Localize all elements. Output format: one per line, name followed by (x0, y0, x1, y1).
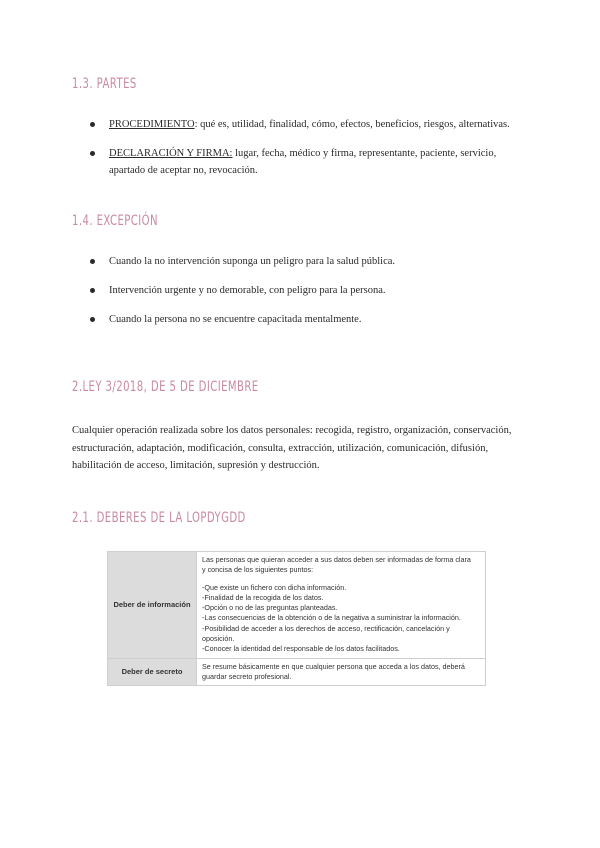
item-text: Cuando la no intervención suponga un peligro para la salud pública. (109, 256, 396, 267)
table-row (108, 659, 485, 686)
section-heading-excepcion: 1.4. EXCEPCIÓN (72, 213, 159, 229)
row-label: Deber de secreto (108, 659, 197, 686)
item-text: Intervención urgente y no demorable, con peligro para la persona. (109, 285, 386, 296)
item-text: : qué es, utilidad, finalidad, cómo, efectos, beneficios, riesgos, alternativas. (194, 119, 510, 130)
bullet-icon (90, 151, 95, 156)
item-label: DECLARACIÓN Y FIRMA: (109, 148, 233, 159)
ley-paragraph: Cualquier operación realizada sobre los datos personales: recogida, registro, organización, conservación, estructuración, adaptación, modificación, consulta, extracción, utilización, comunicación, difusión, habilitación de acceso, limitación, supresión y destrucción. (72, 425, 512, 471)
row-content: Las personas que quieran acceder a sus datos deben ser informadas de forma clara y concisa de los siguientes puntos: -Que existe un fichero con dicha información. -Finalidad de la recogida de los datos. -Opción o no de las preguntas planteadas. -Las consecuencias de la obtención o de la negativa a suministrar la información. -Posibilidad de acceder a los derechos de acceso, rectificación, cancelación y oposición. -Conocer la identidad del responsable de los datos facilitados. (202, 555, 471, 654)
item-text: lugar, fecha, médico y firma, representante, paciente, servicio, (232, 148, 497, 159)
bullet-icon (90, 259, 95, 264)
table-row (108, 552, 485, 659)
row-content: Se resume básicamente en que cualquier persona que acceda a los datos, deberá guardar secreto profesional. (202, 661, 465, 681)
item-label: PROCEDIMIENTO (109, 119, 195, 130)
deberes-table (107, 551, 486, 686)
section-heading-deberes: 2.1. DEBERES DE LA LOPDYGDD (72, 510, 246, 526)
bullet-icon (90, 317, 95, 322)
section-heading-partes: 1.3. PARTES (72, 76, 137, 92)
item-text: Cuando la persona no se encuentre capacitada mentalmente. (109, 314, 362, 325)
bullet-icon (90, 122, 95, 127)
bullet-icon (90, 288, 95, 293)
section-heading-ley: 2.LEY 3/2018, DE 5 DE DICIEMBRE (72, 379, 259, 395)
item-text: apartado de aceptar no, revocación. (109, 165, 258, 176)
row-label: Deber de información (108, 552, 197, 658)
